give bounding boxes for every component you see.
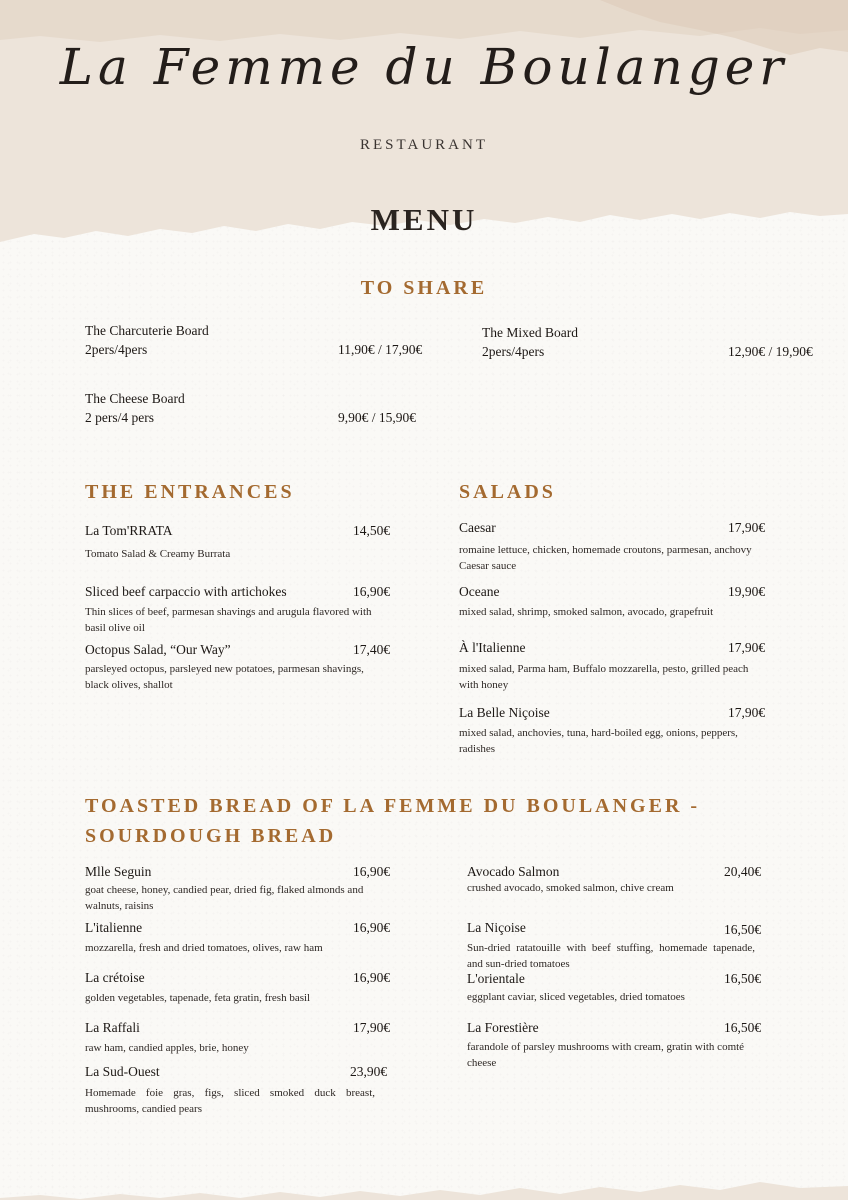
- item-name: L'italienne: [85, 920, 143, 935]
- item-price: 20,40€: [724, 864, 762, 879]
- item-name: Avocado Salmon: [467, 864, 560, 879]
- item-portions-charcuterie-board: 2pers/4pers: [85, 342, 148, 357]
- item-description: mixed salad, shrimp, smoked salmon, avocado, grapefruit: [459, 606, 714, 618]
- item-description: mixed salad, anchovies, tuna, hard-boiled egg, onions, peppers, radishes: [459, 727, 738, 755]
- item-description: goat cheese, honey, candied pear, dried fig, flaked almonds and walnuts, raisins: [85, 884, 364, 912]
- item-price: 17,90€: [353, 1020, 391, 1035]
- item-price: 16,90€: [353, 920, 391, 935]
- item-name: La Tom'RRATA: [85, 523, 173, 538]
- item-price: 16,90€: [353, 970, 391, 985]
- item-name: Octopus Salad, “Our Way”: [85, 642, 231, 657]
- item-price: 16,50€: [724, 922, 762, 937]
- item-price: 17,90€: [728, 705, 766, 720]
- item-name: Oceane: [459, 584, 500, 599]
- item-description: mozzarella, fresh and dried tomatoes, olives, raw ham: [85, 942, 323, 954]
- item-price: 16,50€: [724, 1020, 762, 1035]
- item-description: Thin slices of beef, parmesan shavings and arugula flavored with basil olive oil: [85, 606, 372, 634]
- section-title-entrances: THE ENTRANCES: [85, 481, 295, 503]
- item-price: 17,90€: [728, 640, 766, 655]
- item-description: eggplant caviar, sliced vegetables, dried tomatoes: [467, 991, 685, 1003]
- item-description: farandole of parsley mushrooms with cream, gratin with comté cheese: [467, 1041, 745, 1069]
- item-description: parsleyed octopus, parsleyed new potatoes, parmesan shavings, black olives, shallot: [85, 663, 364, 691]
- item-name-cheese-board: The Cheese Board: [85, 391, 185, 406]
- item-price-cheese-board: 9,90€ / 15,90€: [338, 410, 417, 425]
- item-price: 14,50€: [353, 523, 391, 538]
- item-name-mixed-board: The Mixed Board: [482, 325, 578, 340]
- section-title-toasted-bread: TOASTED BREAD OF LA FEMME DU BOULANGER -: [85, 795, 701, 817]
- item-description: mixed salad, Parma ham, Buffalo mozzarella, pesto, grilled peach with honey: [459, 663, 749, 691]
- item-description: Homemade foie gras, figs, sliced smoked duck breast, mushrooms, candied pears: [85, 1087, 375, 1115]
- item-name: À l'Italienne: [459, 640, 526, 655]
- section-title-salads: SALADS: [459, 481, 556, 503]
- item-description: golden vegetables, tapenade, feta gratin, fresh basil: [85, 992, 311, 1004]
- item-description: Sun-dried ratatouille with beef stuffing, homemade tapenade, and sun-dried tomatoes: [467, 942, 755, 970]
- item-description: raw ham, candied apples, brie, honey: [85, 1042, 249, 1054]
- item-name: La Sud-Ouest: [85, 1064, 160, 1079]
- item-price: 16,90€: [353, 864, 391, 879]
- item-name: Caesar: [459, 520, 496, 535]
- item-price-mixed-board: 12,90€ / 19,90€: [728, 344, 813, 359]
- item-name: La Belle Niçoise: [459, 705, 550, 720]
- item-name: L'orientale: [467, 971, 525, 986]
- item-portions-cheese-board: 2 pers/4 pers: [85, 410, 154, 425]
- item-name: Sliced beef carpaccio with artichokes: [85, 584, 287, 599]
- item-name: La Raffali: [85, 1020, 140, 1035]
- item-description: Tomato Salad & Creamy Burrata: [85, 548, 231, 560]
- restaurant-subtitle: RESTAURANT: [360, 137, 488, 153]
- item-price: 17,90€: [728, 520, 766, 535]
- item-price: 23,90€: [350, 1064, 388, 1079]
- item-description: romaine lettuce, chicken, homemade croutons, parmesan, anchovy Caesar sauce: [459, 544, 752, 572]
- restaurant-title: La Femme du Boulanger: [59, 38, 789, 96]
- torn-paper-footer: [0, 1168, 848, 1200]
- item-name: Mlle Seguin: [85, 864, 152, 879]
- item-name-charcuterie-board: The Charcuterie Board: [85, 323, 209, 338]
- item-name: La Forestière: [467, 1020, 539, 1035]
- item-name: La crétoise: [85, 970, 145, 985]
- item-name: La Niçoise: [467, 920, 526, 935]
- item-price: 19,90€: [728, 584, 766, 599]
- item-price: 17,40€: [353, 642, 391, 657]
- menu-heading: MENU: [370, 202, 478, 237]
- item-price-charcuterie-board: 11,90€ / 17,90€: [338, 342, 423, 357]
- item-description: crushed avocado, smoked salmon, chive cream: [467, 882, 674, 894]
- item-price: 16,90€: [353, 584, 391, 599]
- section-title-sourdough-bread: SOURDOUGH BREAD: [85, 825, 337, 847]
- item-price: 16,50€: [724, 971, 762, 986]
- item-portions-mixed-board: 2pers/4pers: [482, 344, 545, 359]
- section-title-to-share: TO SHARE: [360, 277, 488, 299]
